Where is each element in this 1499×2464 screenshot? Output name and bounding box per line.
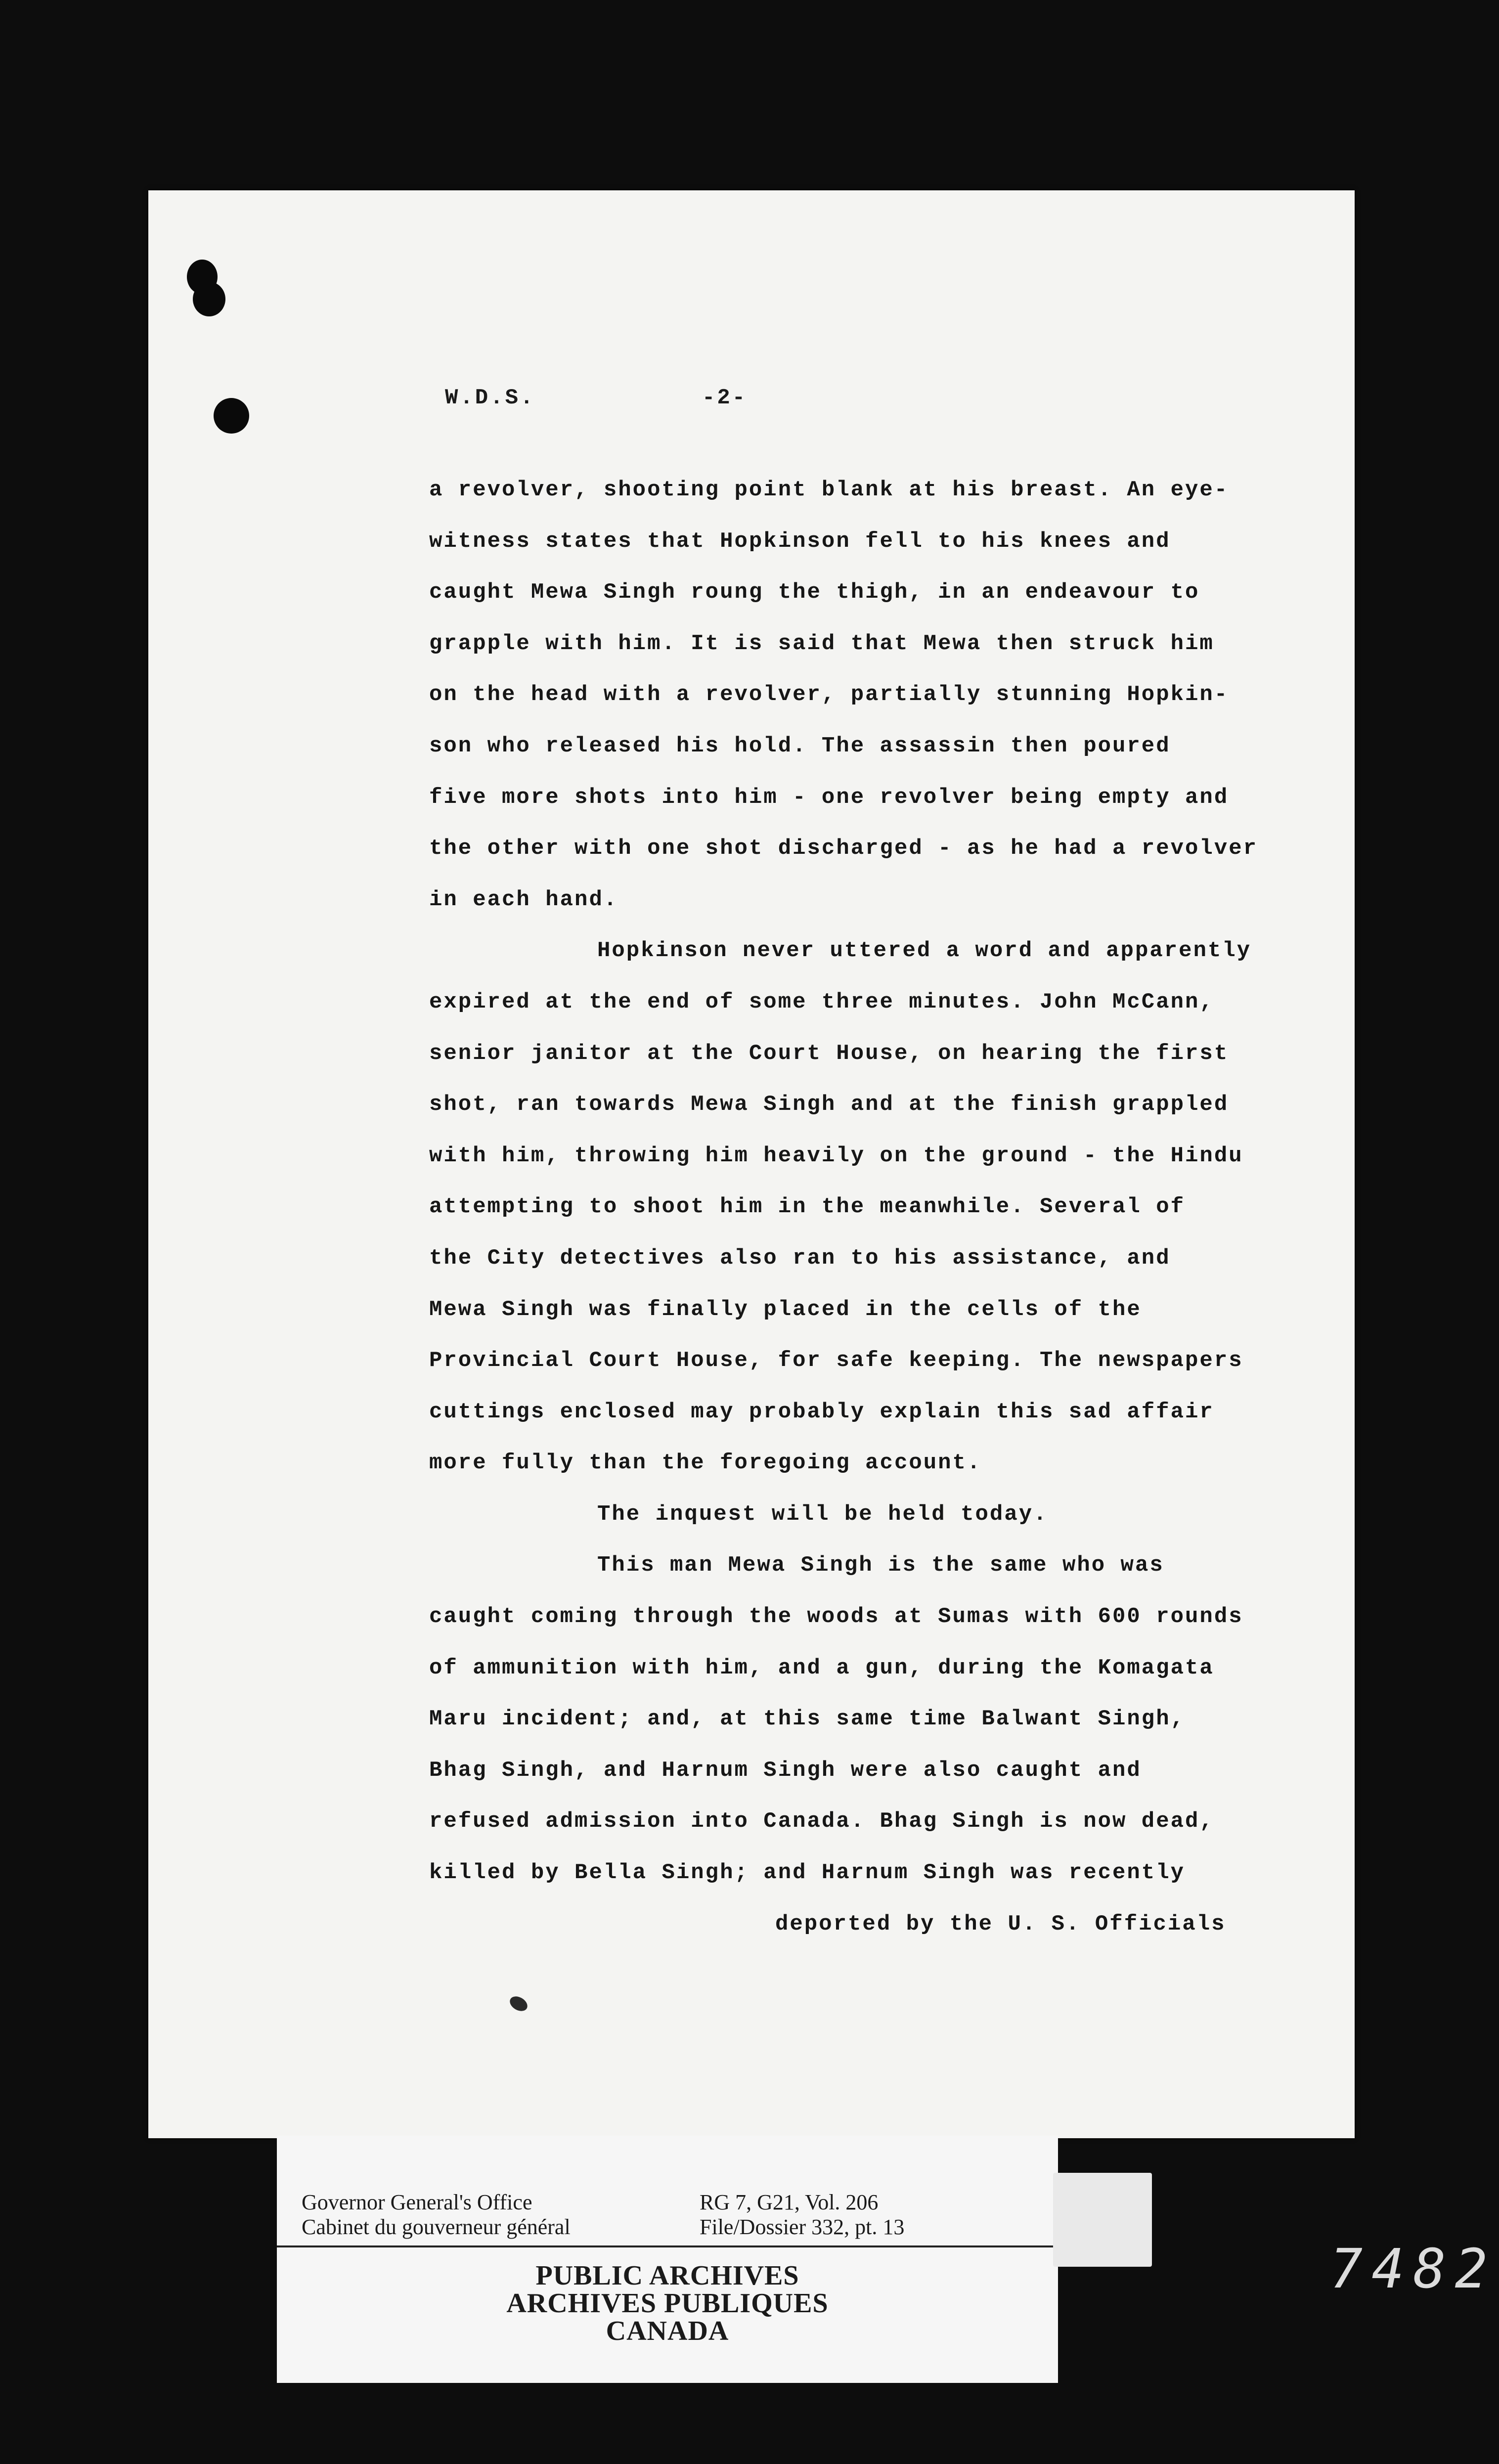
archive-label: [277, 2136, 1058, 2383]
text-line: on the head with a revolver, partially stunning Hopkin-: [429, 682, 1229, 707]
office-french: Cabinet du gouverneur général: [302, 2215, 571, 2239]
record-group: RG 7, G21, Vol. 206: [700, 2190, 879, 2214]
text-line: shot, ran towards Mewa Singh and at the finish grappled: [429, 1092, 1229, 1117]
text-line: attempting to shoot him in the meanwhile. Several of: [429, 1194, 1186, 1220]
text-line: the other with one shot discharged - as he had a revolver: [429, 836, 1258, 861]
stamp-line-english: PUBLIC ARCHIVES: [535, 2260, 799, 2291]
text-line: cuttings enclosed may probably explain this sad affair: [429, 1399, 1214, 1424]
text-line: Provincial Court House, for safe keeping. The newspapers: [429, 1348, 1243, 1373]
page-header: [148, 386, 1355, 425]
text-line: witness states that Hopkinson fell to his knees and: [429, 528, 1171, 554]
text-line: caught Mewa Singh roung the thigh, in an endeavour to: [429, 580, 1200, 605]
text-line: grapple with him. It is said that Mewa then struck him: [429, 631, 1214, 656]
text-line: caught coming through the woods at Sumas with 600 rounds: [429, 1604, 1243, 1629]
text-line: This man Mewa Singh is the same who was: [597, 1553, 1164, 1578]
text-line: a revolver, shooting point blank at his breast. An eye-: [429, 478, 1229, 502]
stamp-line-french: ARCHIVES PUBLIQUES: [506, 2288, 829, 2319]
binder-hole-top-lower: [193, 282, 225, 316]
text-line: Maru incident; and, at this same time Balwant Singh,: [429, 1707, 1186, 1732]
office-english: Governor General's Office: [302, 2190, 532, 2214]
text-line: with him, throwing him heavily on the ground - the Hindu: [429, 1143, 1243, 1168]
ink-smudge: [507, 1993, 530, 2014]
text-line: the City detectives also ran to his assistance, and: [429, 1245, 1171, 1271]
text-line: The inquest will be held today.: [597, 1501, 1048, 1527]
text-line: senior janitor at the Court House, on hearing the first: [429, 1041, 1229, 1066]
file-number: File/Dossier 332, pt. 13: [700, 2215, 905, 2239]
text-line: deported by the U. S. Officials: [775, 1911, 1226, 1936]
text-line: killed by Bella Singh; and Harnum Singh was recently: [429, 1860, 1186, 1886]
text-line: Hopkinson never uttered a word and apparently: [597, 938, 1252, 964]
text-line: more fully than the foregoing account.: [429, 1451, 982, 1476]
office-names: [302, 2190, 571, 2240]
letter-body: [429, 465, 1309, 1950]
target-card-edge: [1053, 2173, 1152, 2267]
text-line: Bhag Singh, and Harnum Singh were also caught and: [429, 1758, 1142, 1783]
archive-stamp: [277, 2262, 1058, 2345]
text-line: of ammunition with him, and a gun, during the Komagata: [429, 1655, 1214, 1680]
label-divider: [277, 2245, 1058, 2247]
file-reference: [700, 2190, 904, 2240]
page-number: -2-: [702, 386, 748, 410]
stamp-line-country: CANADA: [606, 2316, 729, 2346]
frame-number: 7482: [1330, 2237, 1497, 2300]
text-line: expired at the end of some three minutes. John McCann,: [429, 989, 1214, 1014]
author-initials: W.D.S.: [445, 386, 535, 410]
typed-page: [148, 190, 1355, 2138]
text-line: in each hand.: [429, 887, 618, 912]
text-line: Mewa Singh was finally placed in the cells of the: [429, 1297, 1142, 1322]
text-line: refused admission into Canada. Bhag Singh is now dead,: [429, 1809, 1214, 1834]
text-line: five more shots into him - one revolver being empty and: [429, 785, 1229, 810]
text-line: son who released his hold. The assassin then poured: [429, 733, 1171, 758]
